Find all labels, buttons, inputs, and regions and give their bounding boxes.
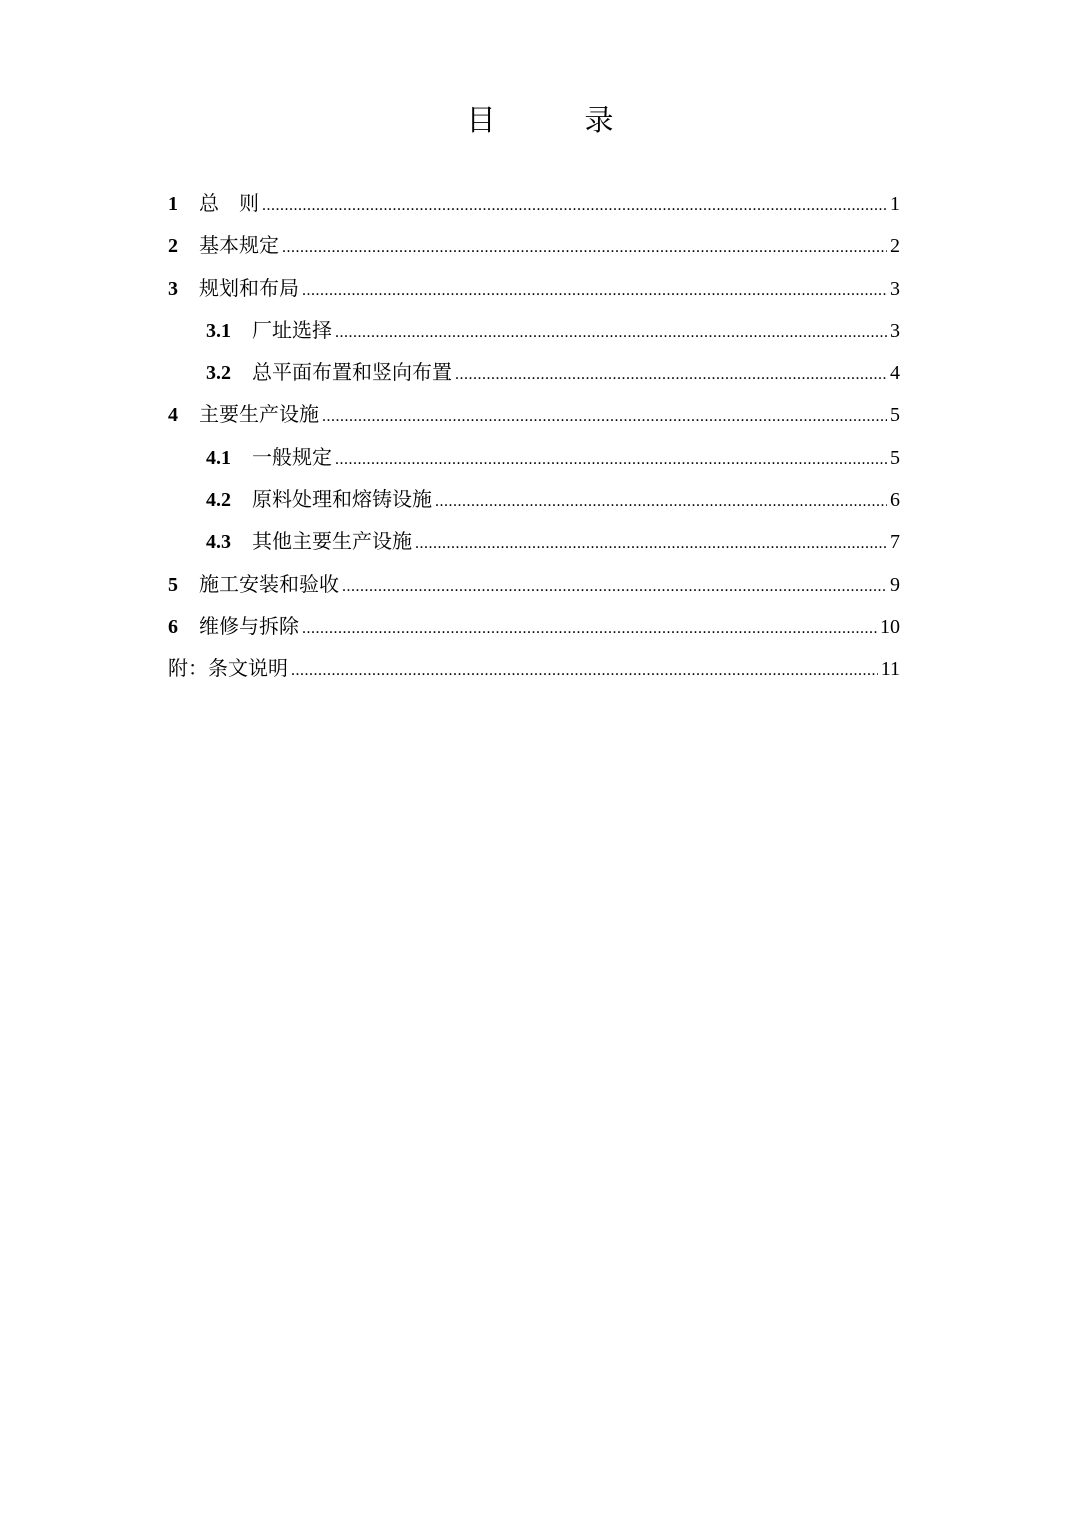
dot-leader	[435, 481, 887, 523]
toc-page-number: 2	[890, 235, 900, 258]
toc-number: 4.2	[206, 489, 231, 512]
toc-page-number: 5	[890, 404, 900, 427]
toc-number: 2	[168, 235, 178, 258]
toc-entry-5[interactable]	[168, 563, 900, 605]
dot-leader	[342, 566, 887, 608]
dot-leader	[282, 227, 887, 269]
toc-entry-4[interactable]	[168, 393, 900, 435]
toc-number: 6	[168, 615, 178, 638]
dot-leader	[262, 185, 887, 227]
toc-page-number: 3	[890, 277, 900, 300]
toc-title: 总平面布置和竖向布置	[252, 360, 452, 385]
toc-page-number: 1	[890, 193, 900, 215]
table-of-contents	[168, 182, 900, 690]
toc-entry-appendix[interactable]	[168, 647, 900, 689]
toc-number: 5	[168, 573, 178, 596]
toc-title: 基本规定	[199, 233, 279, 258]
toc-number: 3.2	[206, 362, 231, 385]
dot-leader	[302, 608, 877, 650]
toc-page-number: 11	[880, 658, 900, 681]
toc-number: 4.1	[206, 446, 231, 469]
toc-page-number: 4	[890, 362, 900, 385]
dot-leader	[335, 312, 887, 354]
toc-number: 3	[168, 277, 178, 300]
toc-title: 规划和布局	[199, 275, 299, 300]
toc-page-number: 3	[890, 319, 900, 342]
toc-page-number: 9	[890, 573, 900, 596]
toc-entry-6[interactable]	[168, 605, 900, 647]
toc-page-number: 10	[880, 615, 900, 638]
toc-entry-3-2[interactable]	[168, 351, 900, 393]
toc-title: 一般规定	[252, 444, 332, 469]
toc-number: 1	[168, 193, 178, 215]
toc-entry-1[interactable]	[168, 182, 900, 224]
dot-leader	[415, 523, 887, 565]
toc-title: 主要生产设施	[199, 402, 319, 427]
toc-title: 总 则	[199, 191, 259, 215]
toc-title: 附：条文说明	[168, 656, 288, 681]
dot-leader	[302, 270, 887, 312]
toc-number: 4	[168, 404, 178, 427]
toc-title: 厂址选择	[252, 317, 332, 342]
toc-title: 其他主要生产设施	[252, 529, 412, 554]
dot-leader	[335, 439, 887, 481]
toc-title: 原料处理和熔铸设施	[252, 487, 432, 512]
toc-entry-3[interactable]	[168, 267, 900, 309]
toc-number: 3.1	[206, 319, 231, 342]
toc-page-number: 5	[890, 446, 900, 469]
toc-entry-2[interactable]	[168, 224, 900, 266]
toc-entry-4-3[interactable]	[168, 520, 900, 562]
toc-entry-4-2[interactable]	[168, 478, 900, 520]
dot-leader	[291, 650, 878, 692]
toc-entry-3-1[interactable]	[168, 309, 900, 351]
toc-title: 维修与拆除	[199, 613, 299, 638]
toc-page-number: 6	[890, 489, 900, 512]
toc-page-number: 7	[890, 531, 900, 554]
dot-leader	[455, 354, 887, 396]
toc-entry-4-1[interactable]	[168, 436, 900, 478]
dot-leader	[322, 396, 887, 438]
toc-title: 施工安装和验收	[199, 571, 339, 596]
toc-number: 4.3	[206, 531, 231, 554]
page-title: 目 录	[466, 103, 644, 137]
